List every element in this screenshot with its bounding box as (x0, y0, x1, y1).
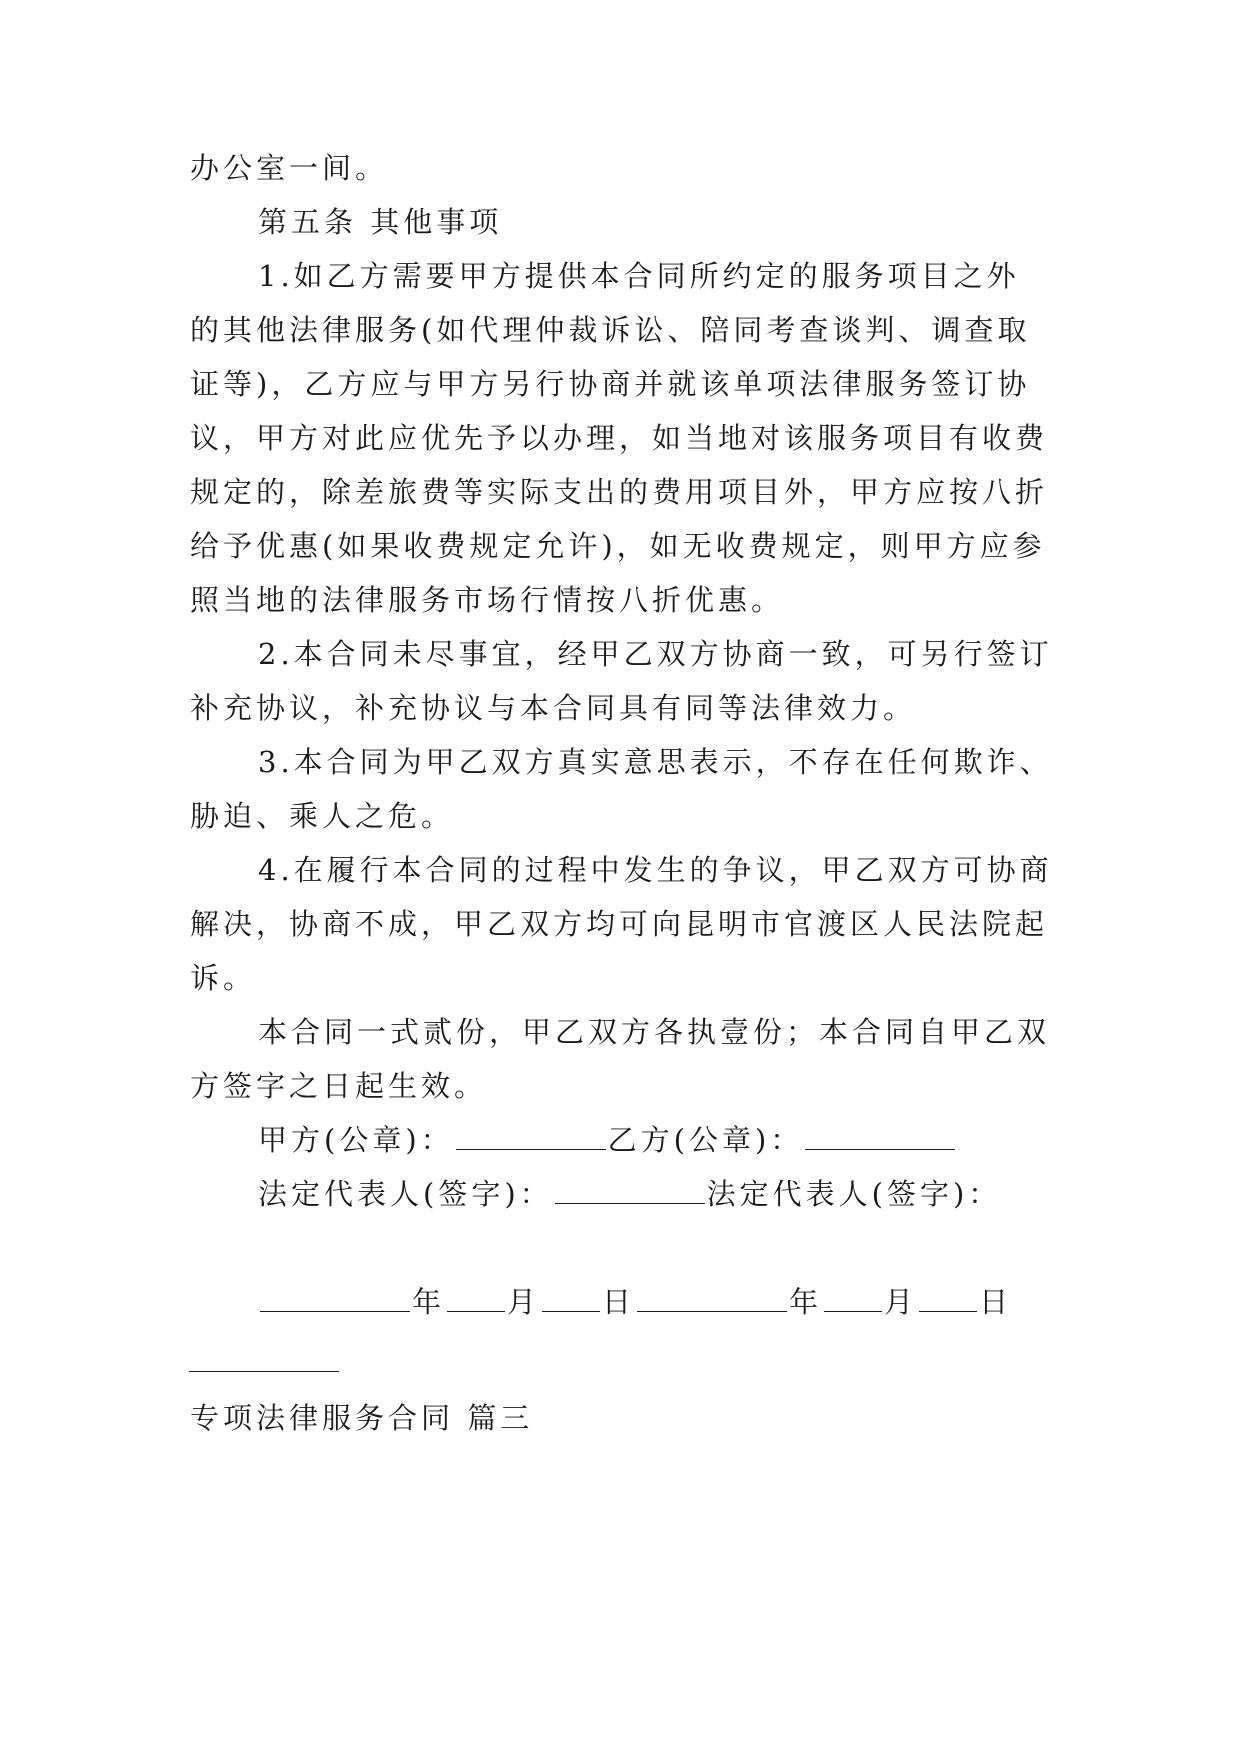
party-b-rep-label: 法定代表人(签字)： (706, 1177, 1002, 1211)
party-b-seal-label: 乙方(公章)： (607, 1123, 804, 1157)
paragraph-line: 的其他法律服务(如代理仲裁诉讼、陪同考查谈判、调查取 (190, 313, 1031, 347)
party-b-seal-blank[interactable] (805, 1127, 955, 1150)
paragraph-line: 照当地的法律服务市场行情按八折优惠。 (190, 583, 785, 617)
paragraph-line: 补充协议，补充协议与本合同具有同等法律效力。 (190, 691, 917, 725)
party-a-date-blank[interactable] (260, 1289, 410, 1312)
day-blank[interactable] (542, 1289, 600, 1312)
month-blank[interactable] (447, 1289, 505, 1312)
paragraph-line: 办公室一间。 (190, 151, 389, 185)
party-b-rep-blank[interactable] (189, 1371, 339, 1372)
paragraph-line: 议，甲方对此应优先予以办理，如当地对该服务项目有收费 (190, 421, 1049, 455)
month-blank[interactable] (824, 1289, 882, 1312)
paragraph-line: 方签字之日起生效。 (190, 1069, 488, 1103)
paragraph-line: 4.在履行本合同的过程中发生的争议，甲乙双方可协商 (258, 853, 1053, 887)
party-a-rep-label: 法定代表人(签字)： (258, 1177, 553, 1211)
paragraph-line: 给予优惠(如果收费规定允许)，如无收费规定，则甲方应参 (190, 529, 1046, 563)
month-label: 月 (884, 1285, 918, 1319)
party-a-seal-label: 甲方(公章)： (258, 1123, 454, 1157)
year-label: 年 (412, 1285, 446, 1319)
paragraph-line: 2.本合同未尽事宜，经甲乙双方协商一致，可另行签订 (258, 637, 1053, 671)
day-label: 日 (979, 1285, 1013, 1319)
next-section-heading: 专项法律服务合同 篇三 (190, 1401, 534, 1435)
paragraph-line: 规定的，除差旅费等实际支出的费用项目外，甲方应按八折 (190, 475, 1049, 509)
year-label: 年 (789, 1285, 823, 1319)
seal-signature-line (258, 1120, 957, 1160)
paragraph-line: 胁迫、乘人之危。 (190, 799, 455, 833)
date-line (258, 1282, 1012, 1322)
paragraph-line: 本合同一式贰份，甲乙双方各执壹份；本合同自甲乙双 (258, 1015, 1051, 1049)
paragraph-line: 证等)，乙方应与甲方另行协商并就该单项法律服务签订协 (190, 367, 1031, 401)
day-label: 日 (602, 1285, 636, 1319)
month-label: 月 (507, 1285, 541, 1319)
party-b-date-blank[interactable] (637, 1289, 787, 1312)
paragraph-line: 诉。 (190, 961, 257, 995)
paragraph-line: 3.本合同为甲乙双方真实意思表示，不存在任何欺诈、 (258, 745, 1053, 779)
party-a-seal-blank[interactable] (456, 1127, 606, 1150)
paragraph-line: 解决，协商不成，甲乙双方均可向昆明市官渡区人民法院起 (190, 907, 1049, 941)
paragraph-line: 1.如乙方需要甲方提供本合同所约定的服务项目之外 (258, 259, 1020, 293)
day-blank[interactable] (919, 1289, 977, 1312)
section-heading: 第五条 其他事项 (258, 205, 503, 239)
party-a-rep-blank[interactable] (555, 1181, 705, 1204)
representative-signature-line (258, 1174, 1001, 1214)
